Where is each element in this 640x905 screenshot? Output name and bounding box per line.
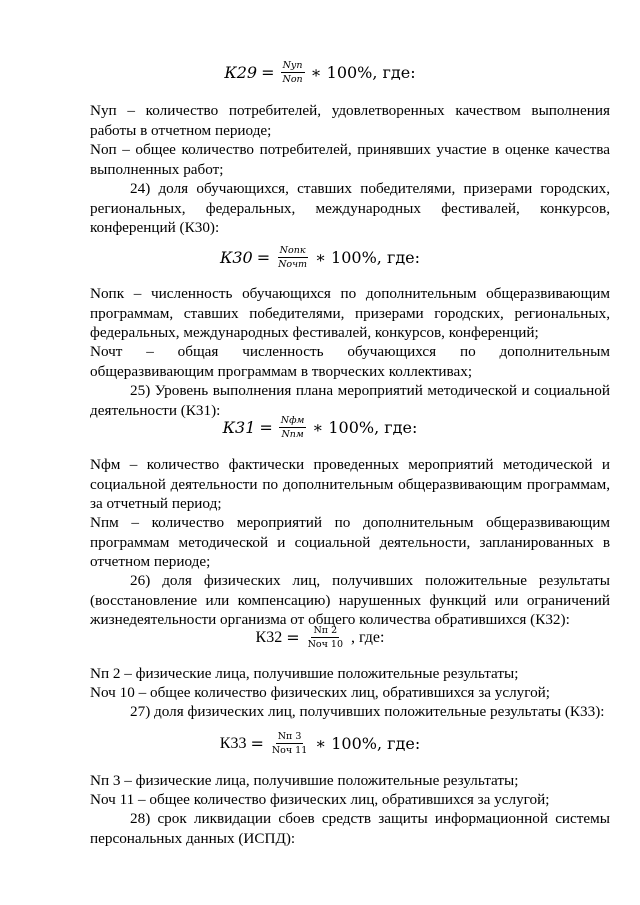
formula-equals: = (250, 734, 264, 753)
formula-equals: = (261, 63, 275, 82)
text-line: 24) доля обучающихся, ставших победителями, призерами городских, (130, 180, 610, 197)
text-line: работы в отчетном периоде; (90, 121, 272, 139)
formula-denominator: Nоч 10 (307, 639, 344, 650)
formula-lhs: К32 (255, 628, 283, 646)
paragraph-nocht (90, 342, 610, 381)
text-line: (восстановление или компенсацию) нарушенных функций или ограничений (90, 591, 610, 609)
paragraph-item-27 (90, 702, 610, 722)
text-line: деятельности (К31): (90, 401, 221, 419)
text-line: Nуп – количество потребителей, удовлетворенных качеством выполнения (90, 102, 610, 119)
paragraph-npm (90, 513, 610, 572)
formula-rhs: ∗ 100%, где: (312, 418, 418, 437)
formula-k29 (0, 60, 640, 85)
text-line: Nпм – количество мероприятий по дополнительным общеразвивающим (90, 514, 610, 531)
formula-equals: = (256, 248, 271, 267)
formula-lhs: К33 (219, 734, 247, 752)
paragraph-nop (90, 140, 610, 179)
formula-lhs: К31 (222, 418, 256, 437)
text-line: региональных, федеральных, международных фестивалей, конкурсов, (90, 199, 610, 217)
formula-lhs: К29 (224, 63, 258, 82)
text-line: социальной деятельности по дополнительным общеразвивающим программам, (90, 475, 610, 493)
text-line: персональных данных (ИСПД): (90, 829, 296, 847)
paragraph-np2 (90, 664, 610, 684)
text-line: федеральных, международных фестивалей, конкурсов, конференций; (90, 324, 539, 341)
formula-fraction (276, 245, 309, 270)
formula-k31 (0, 415, 640, 440)
text-line: Nоч 10 – общее количество физических лиц, обратившихся за услугой; (90, 684, 551, 701)
formula-fraction (306, 625, 345, 650)
paragraph-item-26 (90, 571, 610, 630)
text-line: отчетном периоде; (90, 553, 211, 570)
text-line: Nп 2 – физические лица, получившие положительные результаты; (90, 665, 519, 682)
formula-denominator: Nпм (281, 429, 304, 440)
text-line: Nфм – количество фактически проведенных мероприятий методической и (90, 456, 610, 473)
formula-denominator: Nоп (282, 74, 303, 85)
text-line: 28) срок ликвидации сбоев средств защиты информационной системы (130, 810, 610, 827)
formula-rhs: ∗ 100%, где: (315, 734, 421, 753)
text-line: 25) Уровень выполнения плана мероприятий методической и социальной (130, 382, 610, 399)
text-line: программам методической и социальной деятельности, запланированных в (90, 533, 610, 551)
text-line: жизнедеятельности организма от общего количества обратившихся (К32): (90, 611, 570, 628)
formula-numerator: Nп 2 (313, 625, 338, 636)
text-line: выполненных работ; (90, 160, 224, 178)
text-line: 27) доля физических лиц, получивших положительные результаты (К33): (130, 703, 605, 720)
text-line: общеразвивающим программам в творческих коллективах; (90, 362, 473, 380)
formula-equals: = (286, 628, 300, 647)
paragraph-nopk (90, 284, 610, 343)
text-line: Nоп – общее количество потребителей, принявших участие в оценке качества (90, 141, 610, 158)
text-line: за отчетный период; (90, 495, 222, 512)
formula-fraction (279, 415, 307, 440)
formula-fraction (270, 731, 309, 756)
paragraph-nfm (90, 455, 610, 514)
formula-fraction (281, 60, 305, 85)
text-line: программам, ставших победителями, призерами городских, региональных, (90, 304, 610, 322)
text-line: Nоч 11 – общее количество физических лиц, обратившихся за услугой; (90, 791, 550, 808)
paragraph-item-24 (90, 179, 610, 238)
formula-rhs: ∗ 100%, где: (310, 63, 416, 82)
formula-rhs: , где: (351, 628, 385, 646)
formula-numerator: Nопк (279, 245, 306, 256)
paragraph-noch10 (90, 683, 610, 703)
formula-k33 (0, 731, 640, 756)
text-line: 26) доля физических лиц, получивших положительные результаты (130, 572, 610, 589)
text-line: Nопк – численность обучающихся по дополнительным общеразвивающим (90, 285, 610, 302)
formula-k32 (0, 625, 640, 650)
formula-numerator: Nп 3 (277, 731, 302, 742)
paragraph-np3 (90, 771, 610, 791)
formula-denominator: Nочт (278, 259, 308, 270)
paragraph-item-28 (90, 809, 610, 848)
formula-k30 (0, 245, 640, 270)
formula-rhs: ∗ 100%, где: (315, 248, 421, 267)
formula-lhs: К30 (219, 248, 253, 267)
paragraph-nup (90, 101, 610, 140)
text-line: конференций (К30): (90, 219, 220, 236)
paragraph-noch11 (90, 790, 610, 810)
formula-equals: = (259, 418, 273, 437)
formula-denominator: Nоч 11 (271, 745, 308, 756)
formula-numerator: Nфм (280, 415, 305, 426)
text-line: Nочт – общая численность обучающихся по дополнительным (90, 343, 610, 360)
text-line: Nп 3 – физические лица, получившие положительные результаты; (90, 772, 519, 789)
formula-numerator: Nуп (282, 60, 303, 71)
